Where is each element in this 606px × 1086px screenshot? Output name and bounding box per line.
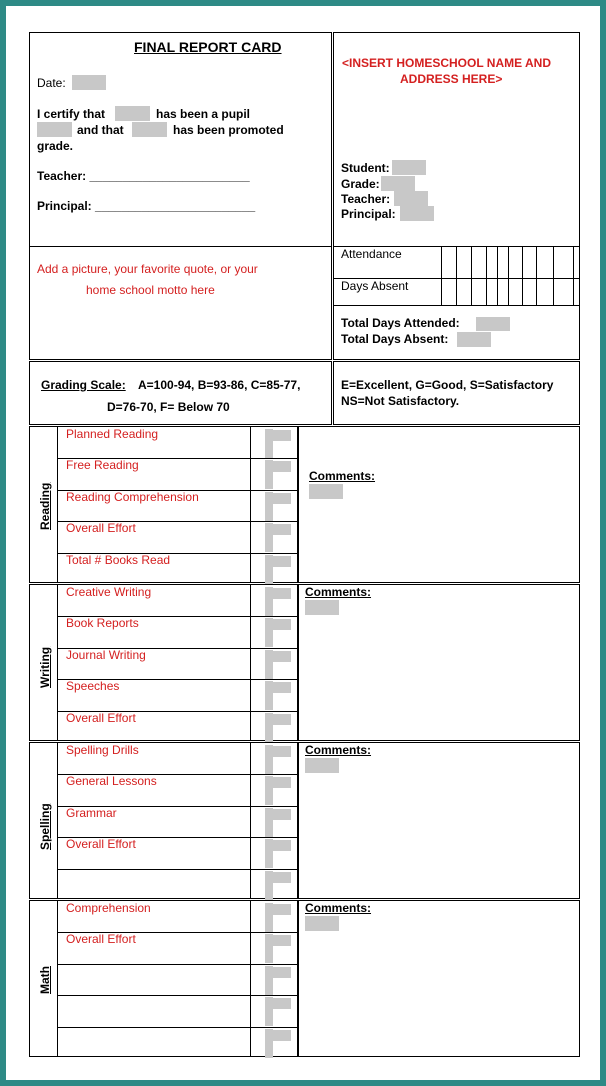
section-title-writing: Writing	[38, 646, 52, 688]
comments-label: Comments:	[305, 901, 372, 915]
report-card-page	[6, 6, 600, 1080]
school-name-placeholder: <INSERT HOMESCHOOL NAME AND	[342, 56, 552, 70]
grade-label: Grade:	[341, 177, 380, 191]
comments-box-writing[interactable]	[298, 584, 580, 741]
list-item: Speeches	[66, 679, 120, 693]
student-label: Student:	[341, 161, 390, 175]
picture-hint-line-1: Add a picture, your favorite quote, or your	[37, 262, 258, 276]
section-label-reading	[29, 426, 58, 583]
teacher-field[interactable]	[394, 191, 428, 206]
comments-field[interactable]	[305, 600, 339, 615]
comments-field[interactable]	[305, 916, 339, 931]
list-item: Overall Effort	[66, 711, 136, 725]
grade-field-tab	[265, 556, 291, 567]
grade-field-tab	[265, 998, 291, 1009]
grade-field-tab	[265, 967, 291, 978]
picture-hint-line-2: home school motto here	[86, 283, 215, 297]
grade-field[interactable]	[381, 176, 415, 191]
section-items-math	[57, 900, 298, 1057]
list-item: Reading Comprehension	[66, 490, 199, 504]
list-item: Creative Writing	[66, 585, 152, 599]
section-items-reading	[57, 426, 298, 583]
list-item: Book Reports	[66, 616, 139, 630]
grade-field-tab	[265, 682, 291, 693]
list-item: Comprehension	[66, 901, 151, 915]
certify-text-5: grade.	[37, 139, 74, 153]
list-item: Overall Effort	[66, 837, 136, 851]
grade-field-tab	[265, 1030, 291, 1041]
grade-field-tab	[265, 746, 291, 757]
pupil-grade-field[interactable]	[37, 122, 72, 137]
school-info-box	[333, 32, 580, 247]
grade-field-tab	[265, 777, 291, 788]
section-title-reading: Reading	[38, 482, 52, 530]
list-item: Free Reading	[66, 458, 139, 472]
certify-text-2: has been a pupil	[156, 107, 251, 121]
grade-field-tab	[265, 493, 291, 504]
list-item: Spelling Drills	[66, 743, 139, 757]
grade-field-tab	[265, 524, 291, 535]
list-item: General Lessons	[66, 774, 157, 788]
grading-scale-label: Grading Scale:	[41, 378, 126, 392]
certify-text-3: and that	[77, 123, 124, 137]
total-days-absent-label: Total Days Absent:	[341, 332, 449, 346]
grade-field-tab	[265, 461, 291, 472]
section-label-writing	[29, 584, 58, 741]
comments-label: Comments:	[305, 743, 372, 757]
list-item: Journal Writing	[66, 648, 146, 662]
comments-field[interactable]	[309, 484, 343, 499]
grade-field-tab	[265, 935, 291, 946]
grade-field-tab	[265, 904, 291, 915]
student-field[interactable]	[392, 160, 426, 175]
certificate-box	[29, 32, 332, 247]
list-item: Total # Books Read	[66, 553, 171, 567]
comments-field[interactable]	[305, 758, 339, 773]
list-item: Grammar	[66, 806, 117, 820]
date-label: Date:	[37, 76, 66, 90]
grade-field-tab	[265, 840, 291, 851]
section-items-spelling	[57, 742, 298, 899]
comments-box-reading[interactable]	[298, 426, 580, 583]
grade-field-tab	[265, 872, 291, 883]
attendance-label: Attendance	[341, 247, 402, 261]
grade-field-tab	[265, 714, 291, 725]
promoted-grade-field[interactable]	[132, 122, 167, 137]
grade-field-tab	[265, 619, 291, 630]
grading-scale-box	[29, 361, 332, 425]
principal-label: Principal:	[341, 207, 396, 221]
principal-field[interactable]	[400, 206, 434, 221]
picture-quote-box[interactable]	[29, 246, 332, 360]
total-absent-field[interactable]	[457, 332, 491, 347]
grade-field-tab	[265, 588, 291, 599]
report-title: FINAL REPORT CARD	[134, 39, 282, 55]
comments-box-math[interactable]	[298, 900, 580, 1057]
school-address-placeholder: ADDRESS HERE>	[400, 72, 503, 86]
rating-key-line-1: E=Excellent, G=Good, S=Satisfactory	[341, 378, 554, 392]
comments-label: Comments:	[309, 469, 376, 483]
date-field[interactable]	[72, 75, 106, 90]
grade-field-tab	[265, 651, 291, 662]
comments-box-spelling[interactable]	[298, 742, 580, 899]
grading-scale-line-1: A=100-94, B=93-86, C=85-77,	[138, 378, 301, 392]
section-label-spelling	[29, 742, 58, 899]
section-title-spelling: Spelling	[38, 802, 52, 850]
rating-key-line-2: NS=Not Satisfactory.	[341, 394, 460, 408]
rating-key-box	[333, 361, 580, 425]
teacher-label: Teacher:	[341, 192, 391, 206]
grade-field-tab	[265, 809, 291, 820]
attendance-box	[333, 246, 580, 360]
grading-scale-line-2: D=76-70, F= Below 70	[107, 400, 230, 414]
grade-field-tab	[265, 430, 291, 441]
certify-text-1: I certify that	[37, 107, 106, 121]
list-item: Planned Reading	[66, 427, 159, 441]
comments-label: Comments:	[305, 585, 372, 599]
list-item: Overall Effort	[66, 932, 136, 946]
principal-signature-line: Principal: ________________________	[37, 199, 256, 213]
certify-text-4: has been promoted	[173, 123, 284, 137]
days-absent-label: Days Absent	[341, 279, 409, 293]
section-label-math	[29, 900, 58, 1057]
teacher-signature-line: Teacher: ________________________	[37, 169, 250, 183]
section-title-math: Math	[38, 965, 52, 994]
section-items-writing	[57, 584, 298, 741]
total-attended-field[interactable]	[476, 317, 510, 331]
total-days-attended-label: Total Days Attended:	[341, 316, 460, 330]
pupil-name-field[interactable]	[115, 106, 150, 121]
list-item: Overall Effort	[66, 521, 136, 535]
